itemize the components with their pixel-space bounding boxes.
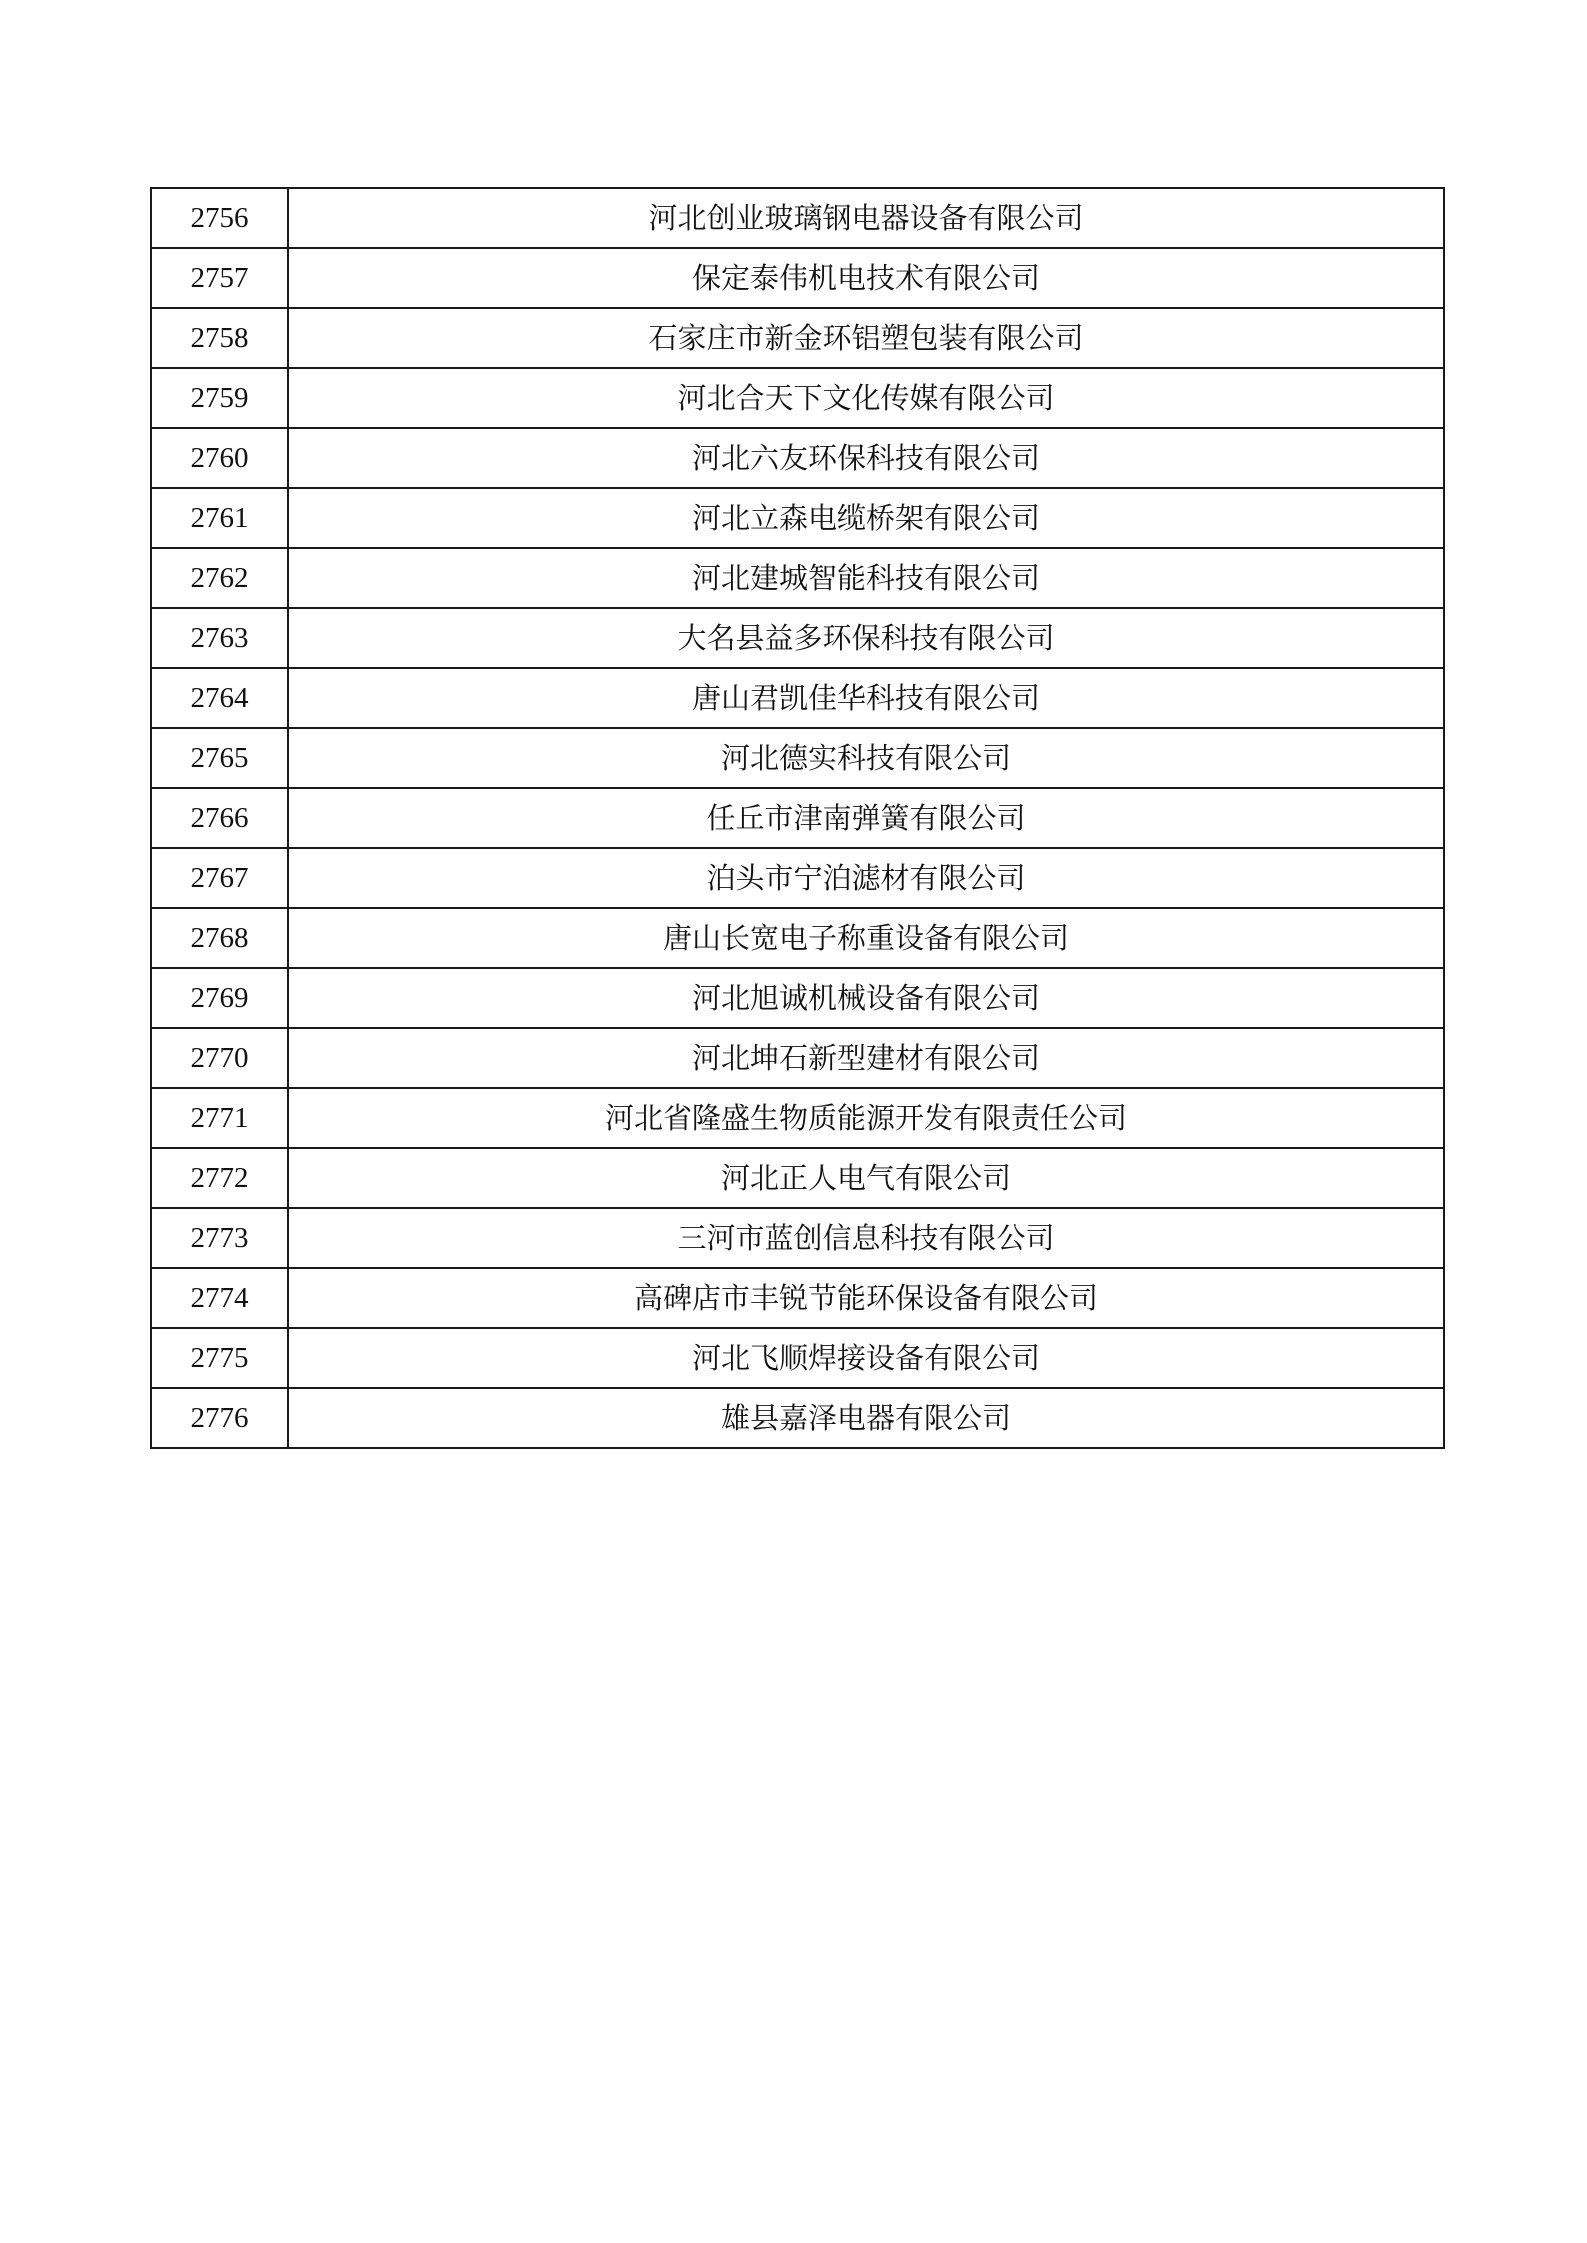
company-name: 河北省隆盛生物质能源开发有限责任公司 xyxy=(288,1088,1444,1148)
table-row xyxy=(151,668,1444,728)
row-number: 2760 xyxy=(151,428,288,488)
company-list-body xyxy=(151,188,1444,1448)
row-number: 2770 xyxy=(151,1028,288,1088)
row-number: 2775 xyxy=(151,1328,288,1388)
table-row xyxy=(151,548,1444,608)
table-row xyxy=(151,248,1444,308)
company-name: 大名县益多环保科技有限公司 xyxy=(288,608,1444,668)
company-name: 河北正人电气有限公司 xyxy=(288,1148,1444,1208)
company-name: 唐山长宽电子称重设备有限公司 xyxy=(288,908,1444,968)
company-name: 泊头市宁泊滤材有限公司 xyxy=(288,848,1444,908)
table-row xyxy=(151,788,1444,848)
table-row xyxy=(151,1088,1444,1148)
company-name: 任丘市津南弹簧有限公司 xyxy=(288,788,1444,848)
row-number: 2769 xyxy=(151,968,288,1028)
company-name: 雄县嘉泽电器有限公司 xyxy=(288,1388,1444,1448)
row-number: 2764 xyxy=(151,668,288,728)
company-name: 河北六友环保科技有限公司 xyxy=(288,428,1444,488)
table-row xyxy=(151,1028,1444,1088)
row-number: 2756 xyxy=(151,188,288,248)
row-number: 2767 xyxy=(151,848,288,908)
table-row xyxy=(151,1148,1444,1208)
company-name: 高碑店市丰锐节能环保设备有限公司 xyxy=(288,1268,1444,1328)
table-row xyxy=(151,848,1444,908)
company-name: 河北立森电缆桥架有限公司 xyxy=(288,488,1444,548)
company-name: 三河市蓝创信息科技有限公司 xyxy=(288,1208,1444,1268)
row-number: 2758 xyxy=(151,308,288,368)
table-row xyxy=(151,488,1444,548)
table-row xyxy=(151,908,1444,968)
row-number: 2773 xyxy=(151,1208,288,1268)
row-number: 2759 xyxy=(151,368,288,428)
company-name: 唐山君凯佳华科技有限公司 xyxy=(288,668,1444,728)
row-number: 2761 xyxy=(151,488,288,548)
company-name: 河北创业玻璃钢电器设备有限公司 xyxy=(288,188,1444,248)
company-name: 河北旭诚机械设备有限公司 xyxy=(288,968,1444,1028)
company-name: 河北建城智能科技有限公司 xyxy=(288,548,1444,608)
row-number: 2768 xyxy=(151,908,288,968)
company-name: 河北飞顺焊接设备有限公司 xyxy=(288,1328,1444,1388)
table-row xyxy=(151,968,1444,1028)
company-name: 保定泰伟机电技术有限公司 xyxy=(288,248,1444,308)
row-number: 2765 xyxy=(151,728,288,788)
table-row xyxy=(151,1268,1444,1328)
row-number: 2776 xyxy=(151,1388,288,1448)
table-row xyxy=(151,1328,1444,1388)
table-row xyxy=(151,728,1444,788)
table-row xyxy=(151,1388,1444,1448)
row-number: 2771 xyxy=(151,1088,288,1148)
table-row xyxy=(151,608,1444,668)
company-name: 河北坤石新型建材有限公司 xyxy=(288,1028,1444,1088)
row-number: 2762 xyxy=(151,548,288,608)
company-name: 河北德实科技有限公司 xyxy=(288,728,1444,788)
table-row xyxy=(151,308,1444,368)
row-number: 2772 xyxy=(151,1148,288,1208)
table-row xyxy=(151,1208,1444,1268)
table-row xyxy=(151,428,1444,488)
row-number: 2757 xyxy=(151,248,288,308)
company-list-table xyxy=(150,187,1445,1449)
row-number: 2766 xyxy=(151,788,288,848)
table-row xyxy=(151,188,1444,248)
company-name: 河北合天下文化传媒有限公司 xyxy=(288,368,1444,428)
row-number: 2763 xyxy=(151,608,288,668)
company-name: 石家庄市新金环铝塑包装有限公司 xyxy=(288,308,1444,368)
row-number: 2774 xyxy=(151,1268,288,1328)
table-row xyxy=(151,368,1444,428)
